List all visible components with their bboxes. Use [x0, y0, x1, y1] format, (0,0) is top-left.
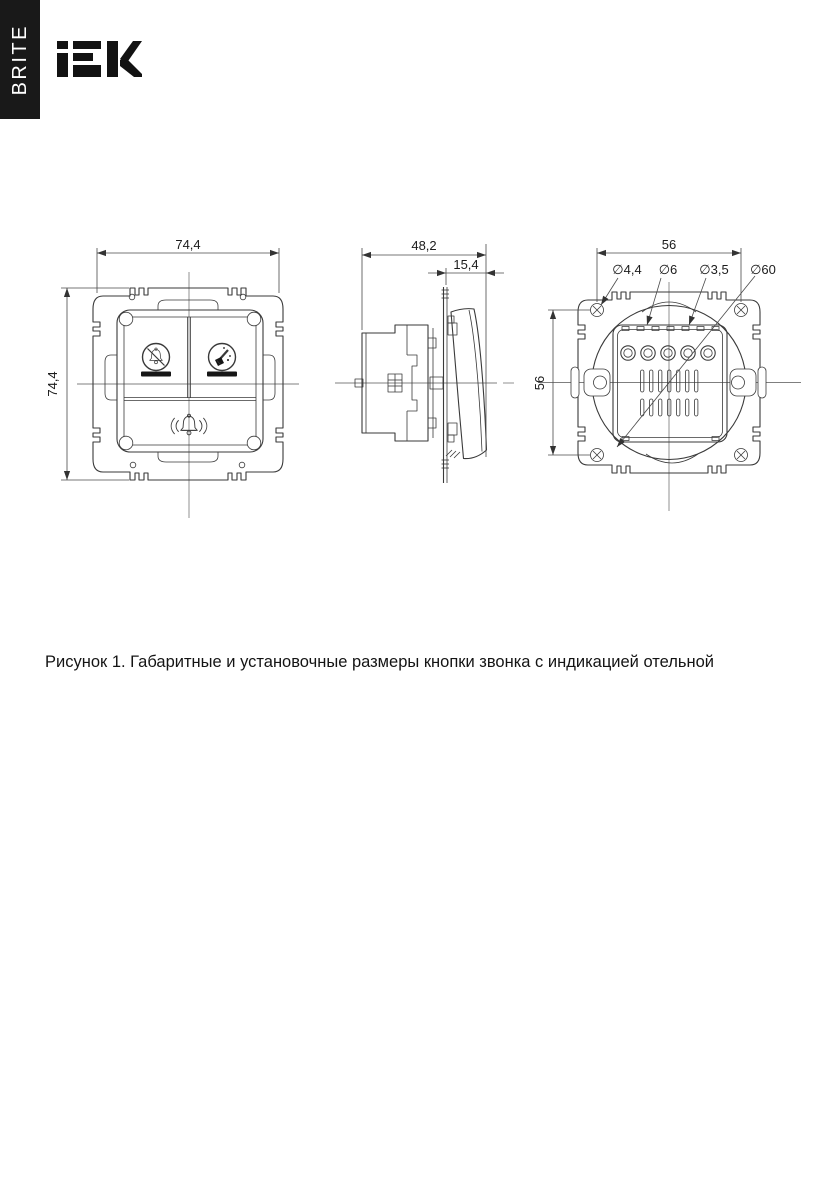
illegible-micro-label [141, 372, 171, 377]
front-view-drawing [45, 237, 299, 518]
front-button-dividers [124, 317, 256, 401]
illegible-micro-label [207, 372, 237, 377]
figure-drawings [0, 230, 837, 530]
front-frame-corner-holes [119, 312, 261, 450]
dimension-label: 74,4 [175, 237, 201, 252]
iek-logo [56, 40, 142, 78]
front-width-dimension [97, 237, 279, 293]
rear-mechanism-frame [613, 325, 727, 442]
front-button-face [124, 317, 256, 445]
diameter-label: ∅4,4 [612, 262, 642, 277]
brite-series-banner [0, 0, 40, 119]
side-protrusion-dimension [428, 257, 504, 285]
figure-caption: Рисунок 1. Габаритные и установочные размеры кнопки звонка с индикацией отельной [45, 653, 715, 671]
do-not-disturb-bell-icon [143, 344, 170, 371]
dimension-label: 74,4 [45, 371, 60, 397]
make-up-room-icon [209, 344, 236, 371]
dimension-label: 56 [532, 375, 547, 391]
series-label: BRITE [8, 23, 31, 96]
iek-logo-glyphs [57, 41, 142, 77]
dimension-label: 56 [661, 237, 677, 252]
rear-view-drawing [532, 237, 801, 511]
dimension-label: 15,4 [453, 257, 479, 272]
side-view-drawing [335, 238, 514, 483]
diameter-label: ∅60 [750, 262, 776, 277]
dimension-label: 48,2 [411, 238, 437, 253]
diameter-label: ∅3,5 [699, 262, 729, 277]
rear-terminal-holes [621, 346, 715, 360]
side-rocker-key [446, 309, 487, 459]
rear-bottom-arc-tab [646, 454, 698, 463]
diameter-label: ∅6 [658, 262, 678, 277]
